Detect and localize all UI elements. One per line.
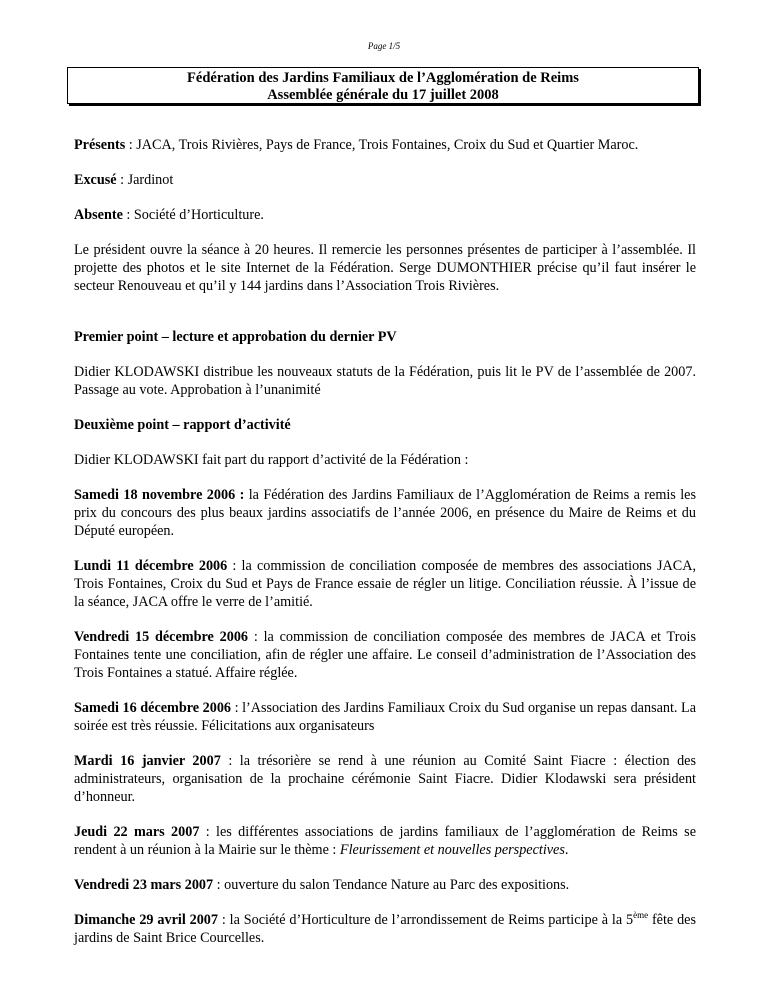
absente-label: Absente bbox=[74, 207, 123, 223]
page-number: Page 1/5 bbox=[367, 41, 401, 51]
event-date: Samedi 18 novembre 2006 : bbox=[74, 487, 245, 503]
event-item bbox=[74, 486, 696, 540]
event-item bbox=[74, 911, 696, 947]
excuse-paragraph bbox=[74, 171, 696, 189]
event-date: Vendredi 15 décembre 2006 bbox=[74, 629, 249, 645]
excuse-label: Excusé bbox=[74, 172, 117, 188]
point1-heading: Premier point – lecture et approbation du dernier PV bbox=[74, 329, 397, 345]
ordinal-suffix: ème bbox=[633, 910, 649, 920]
intro-paragraph: Le président ouvre la séance à 20 heures. Il remercie les personnes présentes de participer à l’assemblée. Il projette des photos et le site Internet de la Fédération. Serge DUMONTHIER précise qu’il faut insérer le secteur Renouveau et qu’il y 144 jardins dans l’Association Trois Rivières. bbox=[74, 242, 696, 294]
event-date: Jeudi 22 mars 2007 bbox=[74, 824, 200, 840]
absente-paragraph bbox=[74, 206, 696, 224]
excuse-text: : Jardinot bbox=[116, 172, 174, 188]
title-box bbox=[67, 67, 699, 104]
event-item bbox=[74, 699, 696, 735]
point2-heading: Deuxième point – rapport d’activité bbox=[74, 417, 291, 433]
event-date: Samedi 16 décembre 2006 bbox=[74, 700, 232, 716]
event-text: : l’Association des Jardins Familiaux Croix du Sud organise un repas dansant. La soirée est très réussie. Félicitations aux organisateurs bbox=[74, 700, 697, 734]
point2-text: Didier KLODAWSKI fait part du rapport d’activité de la Fédération : bbox=[74, 452, 469, 468]
event-text: la Fédération des Jardins Familiaux de l’Agglomération de Reims a remis les prix du concours des plus beaux jardins associatifs de l’année 2006, en présence du Maire de Reims et du Député européen. bbox=[74, 487, 696, 539]
event-text: : la commission de conciliation composée de membres des associations JACA, Trois Fontaines, Croix du Sud et Pays de France essaie de régler un litige. Conciliation réussie. À l’issue de la séance, JACA offre le verre de l’amitié. bbox=[74, 558, 696, 610]
event-date: Dimanche 29 avril 2007 bbox=[74, 912, 218, 928]
point1-text: Didier KLODAWSKI distribue les nouveaux statuts de la Fédération, puis lit le PV de l’assemblée de 2007. Passage au vote. Approbation à l’unanimité bbox=[74, 364, 696, 398]
event-item bbox=[74, 823, 696, 859]
event-date: Mardi 16 janvier 2007 bbox=[74, 753, 221, 769]
event-date: Vendredi 23 mars 2007 bbox=[74, 877, 214, 893]
event-date: Lundi 11 décembre 2006 bbox=[74, 558, 228, 574]
presents-label: Présents bbox=[74, 137, 126, 153]
title-line-2: Assemblée générale du 17 juillet 2008 bbox=[267, 87, 499, 103]
event-text-end: . bbox=[564, 842, 569, 858]
event-text: : la Société d’Horticulture de l’arrondissement de Reims participe à la 5 bbox=[218, 912, 634, 928]
event-text-end: fête des jardins de Saint Brice Courcelles. bbox=[74, 912, 696, 946]
title-line-1: Fédération des Jardins Familiaux de l’Agglomération de Reims bbox=[187, 70, 579, 86]
presents-paragraph bbox=[74, 136, 696, 154]
event-text: : la trésorière se rend à une réunion au Comité Saint Fiacre : élection des administrateurs, organisation de la prochaine cérémonie Saint Fiacre. Didier Klodawski sera président d’honneur. bbox=[74, 753, 696, 805]
document-body bbox=[74, 136, 696, 964]
event-item bbox=[74, 557, 696, 611]
absente-text: : Société d’Horticulture. bbox=[122, 207, 264, 223]
event-text: : les différentes associations de jardins familiaux de l’agglomération de Reims se rendent à un réunion à la Mairie sur le thème : bbox=[74, 824, 696, 858]
event-item bbox=[74, 752, 696, 806]
event-text: : ouverture du salon Tendance Nature au Parc des expositions. bbox=[213, 877, 570, 893]
event-item bbox=[74, 628, 696, 682]
event-text: : la commission de conciliation composée des membres de JACA et Trois Fontaines tente une conciliation, afin de régler une affaire. Le conseil d’administration de l’Association des Trois Fontaines a statué. Affaire réglée. bbox=[74, 629, 696, 681]
event-theme: Fleurissement et nouvelles perspectives bbox=[339, 842, 565, 858]
event-item bbox=[74, 876, 696, 894]
presents-text: : JACA, Trois Rivières, Pays de France, Trois Fontaines, Croix du Sud et Quartier Maroc. bbox=[125, 137, 639, 153]
